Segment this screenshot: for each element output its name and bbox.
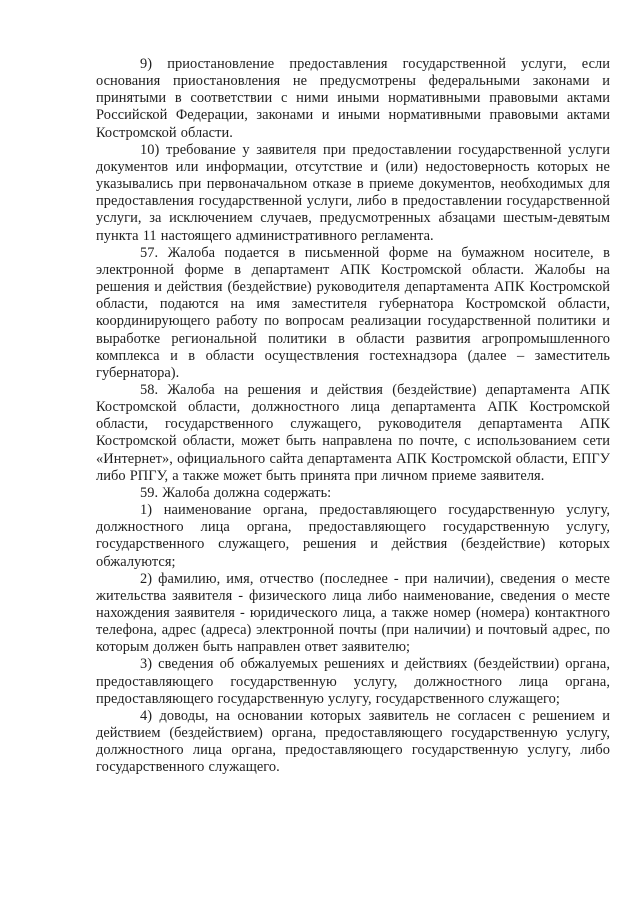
- paragraph-clause-59: 59. Жалоба должна содержать:: [140, 484, 332, 501]
- paragraph-item-10: 10) требование у заявителя при предоставлении государственной услуги документов или информации, отсутствие и (или) недостоверность которых не указывались при первоначальном отказе в приеме документов, необходимых для предоставления государственной услуги, либо в предоставлении государственной услуги, за исключением случаев, предусмотренных абзацами шестым-девятым пункта 11 настоящего административного регламента.: [96, 141, 610, 244]
- paragraph-subitem-3: 3) сведения об обжалуемых решениях и действиях (бездействии) органа, предоставляющего государственную услугу, должностного лица органа, предоставляющего государственную услугу, государственного служащего;: [96, 656, 610, 707]
- paragraph-subitem-2: 2) фамилию, имя, отчество (последнее - при наличии), сведения о месте жительства заявителя - физического лица либо наименование, сведения о месте нахождения заявителя - юридического лица, а также номер (номера) контактного телефона, адрес (адреса) электронной почты (при наличии) и почтовый адрес, по которым должен быть направлен ответ заявителю;: [96, 570, 610, 656]
- paragraph-subitem-1: 1) наименование органа, предоставляющего государственную услугу, должностного лица органа, предоставляющего государственную услугу, государственного служащего, решения и действия (бездействие) которых обжалуются;: [96, 502, 610, 570]
- paragraph-clause-57: 57. Жалоба подается в письменной форме на бумажном носителе, в электронной форме в департамент АПК Костромской области. Жалобы на решения и действия (бездействие) руководителя департамента АПК Костромской области, подаются на имя заместителя губернатора Костромской области, координирующего работу по вопросам реализации государственной политики и выработке региональной политики в области развития агропромышленного комплекса и в области осуществления гостехнадзора (далее – заместитель губернатора).: [96, 244, 610, 381]
- paragraph-clause-58: 58. Жалоба на решения и действия (бездействие) департамента АПК Костромской области, должностного лица департамента АПК Костромской области, государственного служащего, руководителя департамента АПК Костромской области, может быть направлена по почте, с использованием сети «Интернет», официального сайта департамента АПК Костромской области, ЕПГУ либо РПГУ, а также может быть принята при личном приеме заявителя.: [96, 381, 610, 484]
- paragraph-subitem-4: 4) доводы, на основании которых заявитель не согласен с решением и действием (бездействием) органа, предоставляющего государственную услугу, должностного лица органа, предоставляющего государственную услугу, либо государственного служащего.: [96, 707, 610, 776]
- paragraph-item-9: 9) приостановление предоставления государственной услуги, если основания приостановления не предусмотрены федеральными законами и принятыми в соответствии с ними иными нормативными правовыми актами Российской Федерации, законами и иными нормативными правовыми актами Костромской области.: [96, 56, 610, 141]
